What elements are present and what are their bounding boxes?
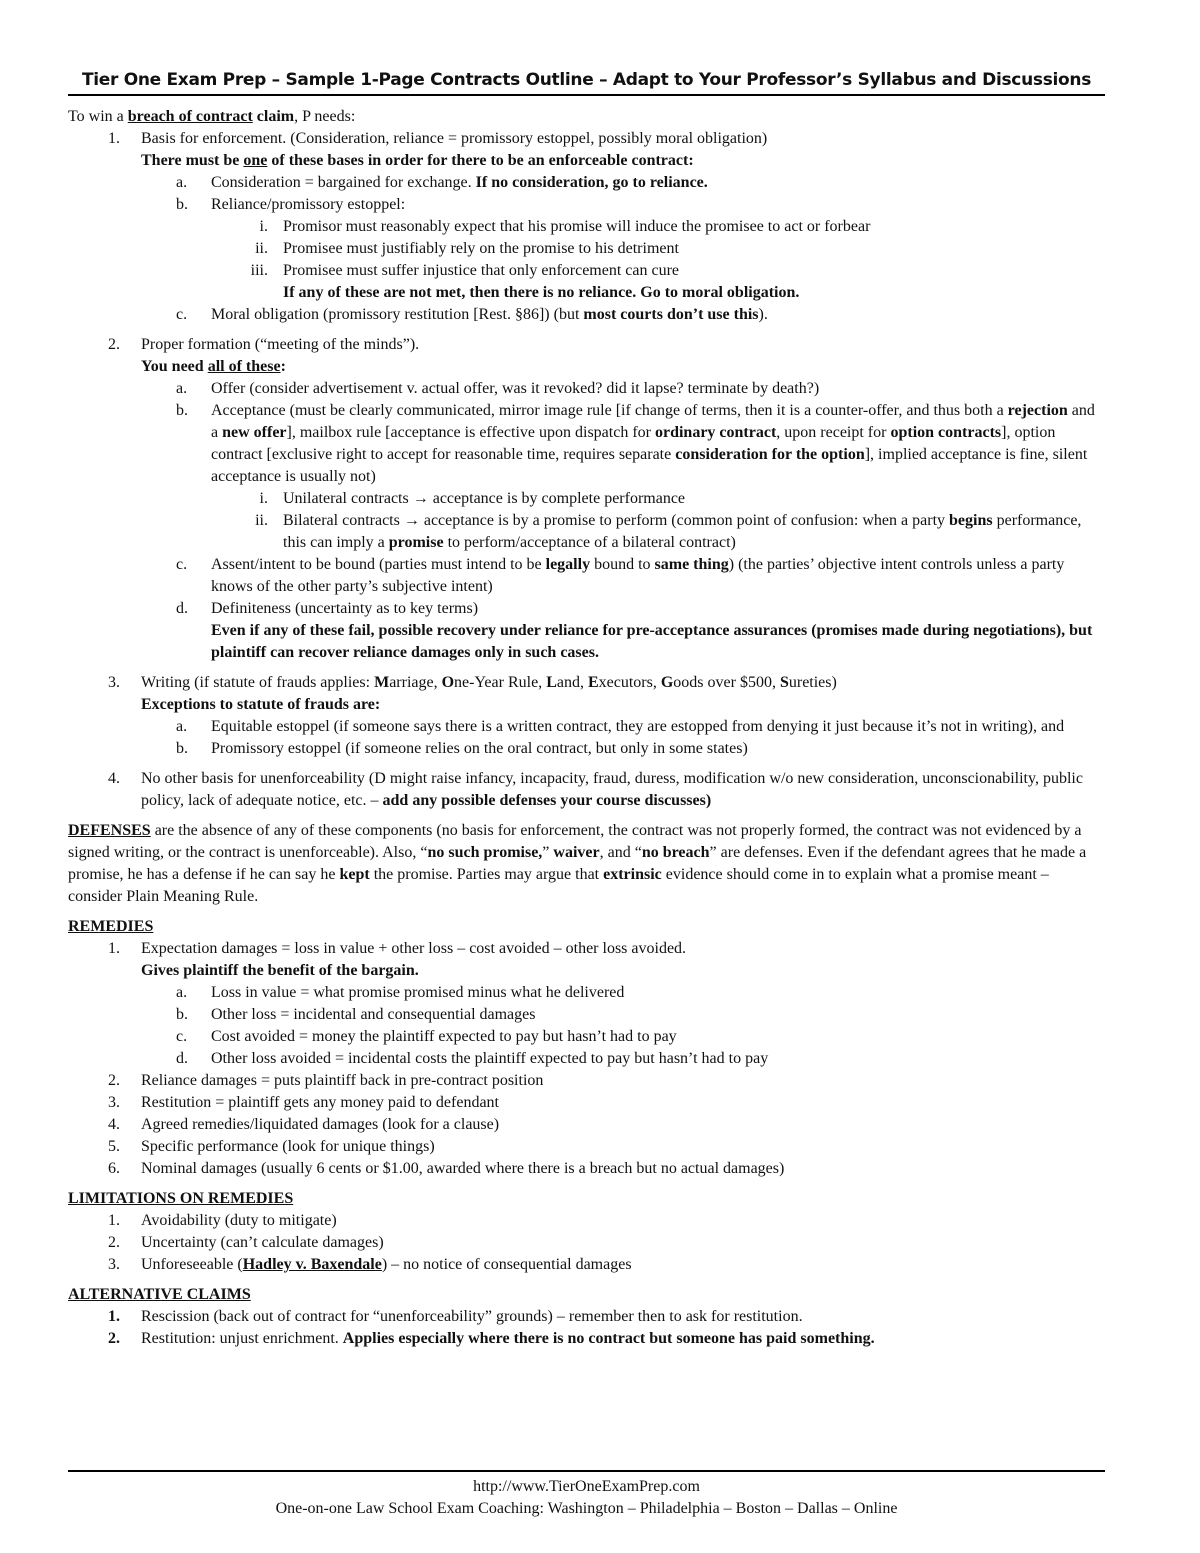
page-footer [68, 1470, 1105, 1520]
remedies-benefit-note: Gives plaintiff the benefit of the bargain. [141, 962, 419, 979]
formation-item: 2. Proper formation (“meeting of the minds”). [108, 336, 420, 353]
defenses-paragraph: DEFENSES are the absence of any of these components (no basis for enforcement, the contract was not properly formed, the contract was not evidenced by a signed writing, or the contract is unenforceable). Also, “no such promise,” waiver, and “no breach” are defenses. Even if the defendant agrees that he made a promise, he has a defense if he can say he kept the promise. Parties may argue that extrinsic evidence should come in to explain what a promise meant – consider Plain Meaning Rule. [68, 822, 1087, 905]
list-item: b. Other loss = incidental and consequential damages [176, 1006, 536, 1023]
breach-of-contract-term: breach of contract [127, 108, 253, 125]
intro-line: To win a breach of contract claim, P needs: [68, 108, 356, 125]
outline-body [68, 106, 1105, 1350]
title-rule [68, 94, 1105, 96]
outline-page [68, 66, 1105, 1350]
acceptance-item: b. Acceptance (must be clearly communicated, mirror image rule [if change of terms, then it is a counter-offer, and thus both a rejection and a new offer], mailbox rule [acceptance is effective upon dispatch for ordinary contract, upon receipt for option contracts], option contract [exclusive right to accept for reasonable time, requires separate consideration for the option], implied acceptance is fine, silent acceptance is usually not) [176, 402, 1095, 485]
bilateral-item: ii. Bilateral contracts → acceptance is by a promise to perform (common point of confusion: when a party begins performance, this can imply a promise to perform/acceptance of a bilateral contract) [255, 512, 1082, 551]
footer-rule [68, 1470, 1105, 1472]
list-item: 3. Restitution = plaintiff gets any money paid to defendant [108, 1094, 499, 1111]
alternative-claims-heading: ALTERNATIVE CLAIMS [68, 1286, 251, 1303]
list-item: 2. Uncertainty (can’t calculate damages) [108, 1234, 384, 1251]
assent-item: c. Assent/intent to be bound (parties must intend to be legally bound to same thing) (the parties’ objective intent controls unless a party knows of the other party’s subjective intent) [176, 556, 1065, 595]
formation-note: You need all of these: [141, 358, 286, 375]
list-item: 3. Unforeseeable (Hadley v. Baxendale) – no notice of consequential damages [108, 1256, 632, 1273]
writing-item: 3. Writing (if statute of frauds applies: Marriage, One-Year Rule, Land, Executors, Goods over $500, Sureties) [108, 674, 837, 691]
exceptions-heading: Exceptions to statute of frauds are: [141, 696, 381, 713]
defenses-heading: DEFENSES [68, 822, 151, 839]
list-item: i. Promisor must reasonably expect that his promise will induce the promisee to act or forbear [259, 218, 871, 235]
list-item: iii. Promisee must suffer injustice that only enforcement can cure [250, 262, 680, 279]
rescission-item: 1. Rescission (back out of contract for “unenforceability” grounds) – remember then to ask for restitution. [108, 1308, 803, 1325]
formation-warning: Even if any of these fail, possible recovery under reliance for pre-acceptance assurances (promises made during negotiations), but plaintiff can recover reliance damages only in such cases. [211, 622, 1093, 661]
promissory-estoppel-item: b. Promissory estoppel (if someone relies on the oral contract, but only in some states) [176, 740, 748, 757]
basis-item: 1. Basis for enforcement. (Consideration, reliance = promissory estoppel, possibly moral obligation) [108, 130, 768, 147]
list-item: c. Cost avoided = money the plaintiff expected to pay but hasn’t had to pay [176, 1028, 677, 1045]
remedies-heading: REMEDIES [68, 918, 154, 935]
list-item: 6. Nominal damages (usually 6 cents or $1.00, awarded where there is a breach but no actual damages) [108, 1160, 785, 1177]
reliance-item: b. Reliance/promissory estoppel: [176, 196, 406, 213]
consideration-item: a. Consideration = bargained for exchange. If no consideration, go to reliance. [176, 174, 708, 191]
offer-item: a. Offer (consider advertisement v. actual offer, was it revoked? did it lapse? terminate by death?) [176, 380, 820, 397]
reliance-note: If any of these are not met, then there is no reliance. Go to moral obligation. [283, 284, 800, 301]
list-item: 5. Specific performance (look for unique things) [108, 1138, 435, 1155]
definiteness-item: d. Definiteness (uncertainty as to key terms) [176, 600, 479, 617]
restitution-item: 2. Restitution: unjust enrichment. Applies especially where there is no contract but someone has paid something. [108, 1330, 875, 1347]
unenforceability-item: 4. No other basis for unenforceability (D might raise infancy, incapacity, fraud, duress, modification w/o new consideration, unconscionability, public policy, lack of adequate notice, etc. – add any possible defenses your course discusses) [108, 770, 1083, 809]
list-item: 1. Expectation damages = loss in value + other loss – cost avoided – other loss avoided. [108, 940, 687, 957]
footer-coaching-line: One-on-one Law School Exam Coaching: Washington – Philadelphia – Boston – Dallas – Online [275, 1500, 898, 1517]
list-item: 1. Avoidability (duty to mitigate) [108, 1212, 337, 1229]
hadley-case-name: Hadley v. Baxendale [242, 1256, 382, 1273]
basis-note: There must be one of these bases in order for there to be an enforceable contract: [141, 152, 694, 169]
equitable-estoppel-item: a. Equitable estoppel (if someone says there is a written contract, they are estopped from denying it just because it’s not in writing), and [176, 718, 1065, 735]
list-item: ii. Promisee must justifiably rely on the promise to his detriment [255, 240, 679, 257]
unilateral-item: i. Unilateral contracts → acceptance is by complete performance [259, 490, 686, 507]
list-item: d. Other loss avoided = incidental costs the plaintiff expected to pay but hasn’t had to pay [176, 1050, 769, 1067]
list-item: 2. Reliance damages = puts plaintiff back in pre-contract position [108, 1072, 544, 1089]
limitations-heading: LIMITATIONS ON REMEDIES [68, 1190, 294, 1207]
list-item: a. Loss in value = what promise promised minus what he delivered [176, 984, 625, 1001]
page-title: Tier One Exam Prep – Sample 1-Page Contracts Outline – Adapt to Your Professor’s Syllabus and Discussions [81, 70, 1092, 90]
moral-obligation-item: c. Moral obligation (promissory restitution [Rest. §86]) (but most courts don’t use this). [176, 306, 768, 323]
footer-url[interactable]: http://www.TierOneExamPrep.com [473, 1478, 700, 1495]
list-item: 4. Agreed remedies/liquidated damages (look for a clause) [108, 1116, 500, 1133]
